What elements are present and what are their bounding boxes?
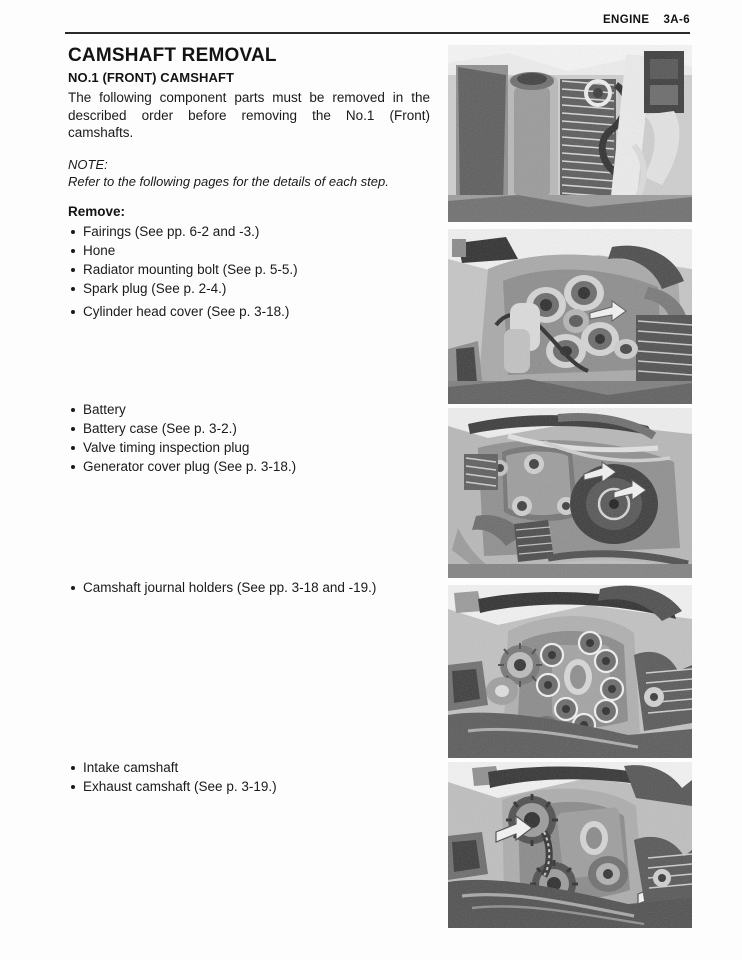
note-label: NOTE:: [68, 156, 108, 172]
page-subtitle: NO.1 (FRONT) CAMSHAFT: [68, 70, 235, 85]
remove-list-group-1: [68, 222, 430, 321]
note-text: Refer to the following pages for the details of each step.: [68, 173, 389, 189]
text-column: [68, 45, 430, 321]
remove-list-group-4: [68, 758, 430, 796]
list-item: Generator cover plug (See p. 3-18.): [68, 457, 430, 476]
list-item: Camshaft journal holders (See pp. 3-18 and -19.): [68, 578, 430, 597]
list-item: Exhaust camshaft (See p. 3-19.): [68, 777, 430, 796]
note-block: [68, 156, 430, 190]
list-item: Battery case (See p. 3-2.): [68, 419, 430, 438]
list-item: Hone: [68, 241, 430, 260]
remove-heading: Remove:: [68, 203, 126, 219]
list-item: Cylinder head cover (See p. 3-18.): [68, 302, 430, 321]
list-item: Spark plug (See p. 2-4.): [68, 279, 430, 298]
list-item: Intake camshaft: [68, 758, 430, 777]
header-page-number: 3A-6: [663, 14, 690, 26]
photo-camshaft-sprockets-and-cam-chain: [448, 762, 692, 928]
list-item: Fairings (See pp. 6-2 and -3.): [68, 222, 430, 241]
photo-engine-left-side-generator-cover: [448, 408, 692, 578]
list-item: Valve timing inspection plug: [68, 438, 430, 457]
list-item: Battery: [68, 400, 430, 419]
remove-list-group-3: [68, 578, 430, 597]
header-section-label: ENGINE: [602, 14, 650, 26]
photo-cylinder-head-cover-removed: [448, 229, 692, 404]
intro-paragraph: The following component parts must be removed in the described order before removing the No.1 (Front) camshafts.: [68, 90, 430, 140]
remove-list-group-2: [68, 400, 430, 476]
list-item: Radiator mounting bolt (See p. 5-5.): [68, 260, 430, 279]
page-title: CAMSHAFT REMOVAL: [68, 45, 277, 66]
photo-camshaft-journal-holders: [448, 585, 692, 758]
photo-column: [448, 0, 692, 960]
photo-radiator-and-hose-assembly: [448, 45, 692, 222]
